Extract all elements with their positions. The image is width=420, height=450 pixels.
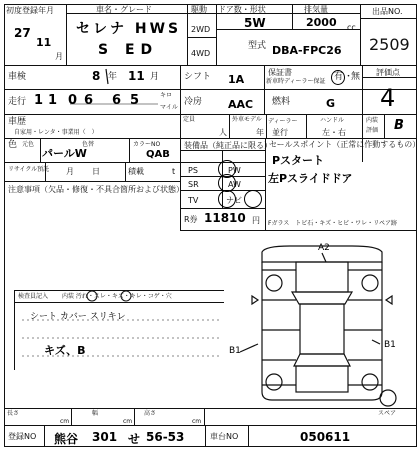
ext-model-label: 外車モデル (232, 116, 262, 123)
dealer-value: 並行 (272, 128, 288, 137)
katashiki-label: 型式 (248, 41, 267, 51)
reg-label: 登録NO (8, 432, 37, 441)
chassis-label: 車台NO (210, 432, 239, 441)
history-label: 車歴 (8, 117, 27, 127)
wheel-rear-right (362, 374, 378, 390)
history-options: 自家用・レンタ・事業用（ ） (14, 129, 98, 136)
shaken-year: 8 (92, 69, 101, 83)
fuel-label: 燃料 (272, 97, 291, 107)
mileage-digit: 0 (68, 93, 78, 108)
r-label: R券 (184, 215, 198, 224)
inspection-note-2: キズ、B (44, 344, 86, 357)
wheel-front-right (362, 275, 378, 291)
height-cm: cm (192, 418, 202, 425)
equip-navi: ナビ (226, 196, 242, 205)
color-label: 色 (8, 140, 18, 150)
sellpoint-1: Pスタート (272, 154, 325, 167)
reg-number: 56-53 (146, 430, 185, 444)
drive-2wd: 2WD (191, 25, 211, 34)
shift-label: シフト (184, 72, 212, 82)
inspection-note-1: シート カバー スリキレ (30, 312, 126, 322)
width-cm: cm (123, 418, 133, 425)
interior-value: B (394, 118, 404, 133)
circle-scratch (121, 291, 131, 301)
mileage-digit: 1 (48, 93, 58, 108)
colorno-label: カラーNO (133, 141, 161, 148)
loading-label: 積載 (128, 167, 144, 176)
mileage-digit: 1 (34, 93, 44, 108)
inspection-label: 検査員記入 (18, 293, 49, 300)
capacity-unit: 人 (219, 128, 227, 137)
fuel-value: G (326, 97, 336, 110)
equipment-label: 装備品（純正品に限る） (184, 141, 272, 150)
lot-number: 2509 (369, 35, 410, 54)
spare-wheel (380, 390, 396, 406)
wheel-front-left (266, 275, 282, 291)
warranty-no: 無 (351, 72, 361, 82)
shaken-month: 11 (128, 69, 145, 83)
displacement-value: 2000 (306, 16, 337, 29)
sellpoint-2: 左Pスライドドア (268, 172, 353, 185)
first-reg-year: 27 (14, 26, 31, 40)
ext-model-unit: 年 (256, 128, 264, 137)
first-reg-month-unit: 月 (55, 52, 63, 61)
recycle-month-unit: 月 (66, 167, 74, 176)
spare-label: スペア (378, 410, 397, 417)
shaken-year-unit: 年 (108, 72, 118, 82)
equip-pw: PW (228, 166, 241, 175)
warranty-label: 保証書 (268, 68, 292, 77)
height-label: 高さ (144, 410, 157, 417)
interior-sub: 評価 (366, 127, 379, 134)
colorno-value: QAB (146, 149, 170, 160)
grade: S ED (98, 42, 159, 58)
mileage-digit: 5 (130, 93, 140, 108)
shift-value: 1A (228, 73, 245, 86)
lot-label: 出品NO. (372, 7, 403, 16)
color-value: パールW (42, 147, 87, 160)
shaken-label: 車検 (8, 72, 27, 82)
cc-unit: cc (347, 23, 356, 32)
warranty-yes: 有 (334, 72, 344, 82)
inspection-categories: 内装 汚れ・スレ・キズ・キレ・コゲ・穴 (62, 293, 172, 300)
katashiki-value: DBA-FPC26 (272, 44, 342, 57)
windshield-outline (292, 292, 352, 304)
hood-outline (296, 262, 348, 292)
mileage-digit: 6 (112, 93, 122, 108)
model-grade-label: 車名・グレード (96, 5, 152, 14)
handle-value: 左・右 (322, 128, 346, 137)
warranty-dot: ・ (344, 72, 354, 82)
wheel-rear-left (266, 374, 282, 390)
ac-value: AAC (228, 98, 254, 111)
equip-ps: PS (188, 166, 198, 175)
reg-area: 熊谷 (54, 432, 79, 446)
notes-dotlines (22, 320, 222, 356)
pointer-b1-right (372, 340, 380, 344)
score-value: 4 (380, 84, 396, 112)
tick-1 (106, 69, 108, 84)
warranty-sub: 新車時ディーラー保証 (266, 78, 326, 85)
equip-aw: AW (228, 180, 241, 189)
mark-b1-right: B1 (384, 340, 396, 350)
mile-unit: マイル (160, 104, 178, 111)
r-value: 11810 (204, 211, 246, 225)
roof-outline (300, 304, 344, 354)
equip-sr: SR (188, 180, 199, 189)
ton-unit: t (172, 167, 176, 176)
chassis-value: 050611 (300, 430, 351, 444)
dealer-label: ディーラー (268, 118, 298, 125)
mileage-label: 走行 (8, 97, 27, 107)
r-unit: 円 (252, 216, 260, 225)
sellpoint-label: セールスポイント（正常に作動するもの） (269, 140, 420, 149)
model-name: セレナ HWS (76, 21, 182, 37)
displacement-label: 排気量 (304, 5, 328, 14)
ac-label: 冷房 (184, 97, 203, 107)
first-reg-month: 11 (36, 36, 52, 49)
doors-value: 5W (244, 16, 266, 30)
color-note: 色替 (82, 141, 95, 148)
color-sub: 元色 (22, 141, 35, 148)
equip-tv: TV (188, 196, 199, 205)
recycle-label: リサイクル預託 (8, 166, 50, 173)
body-outline (262, 262, 382, 400)
mark-a2: A2 (318, 243, 330, 253)
drive-4wd: 4WD (191, 49, 211, 58)
pointer-a2 (322, 253, 326, 262)
length-label: 長さ (7, 410, 20, 417)
handle-label: ハンドル (320, 117, 345, 124)
capacity-label: 定員 (183, 116, 196, 123)
circle-dirty (87, 291, 97, 301)
rear-gate-outline (296, 366, 348, 392)
first-reg-label: 初度登録年月 (6, 6, 54, 15)
doors-label: ドア数・形状 (218, 5, 266, 14)
glass-legend: Fガラス トビ石・キズ・ヒビ・ワレ・リペア跡 (268, 220, 398, 227)
score-label: 評価点 (376, 68, 400, 77)
rear-glass-outline (294, 354, 350, 366)
shaken-month-unit: 月 (150, 72, 160, 82)
mark-b1-left: B1 (229, 346, 241, 356)
recycle-day-unit: 日 (92, 167, 100, 176)
pointer-b1-left (240, 344, 258, 352)
interior-label: 内装 (366, 117, 379, 124)
km-unit: キロ (160, 92, 173, 99)
drive-label: 駆動 (191, 5, 207, 14)
reg-kana: せ (128, 432, 141, 446)
width-label: 幅 (92, 410, 99, 417)
notes-heading: 注意事項（欠品・修復・不具合箇所および状態） (8, 185, 184, 194)
reg-class: 301 (92, 430, 118, 444)
mileage-digit: 6 (84, 93, 94, 108)
length-cm: cm (60, 418, 70, 425)
